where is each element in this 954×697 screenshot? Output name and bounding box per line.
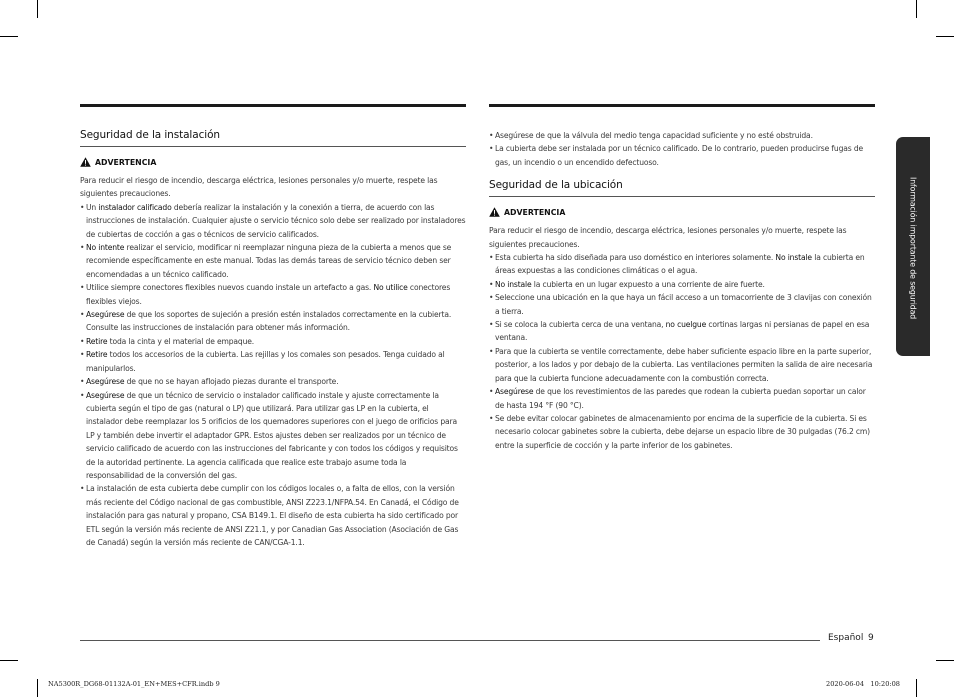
bullet-dot: • [80, 336, 85, 346]
column-top-rule [80, 104, 466, 107]
bullet-dot: • [489, 293, 494, 303]
footer-language: Español [828, 633, 864, 643]
list-item: • Asegúrese de que los soportes de sujeción a presión estén instalados correctamente en la cubierta. Consulte las instrucciones de instalación para obtener más información. [80, 310, 452, 333]
crop-mark [0, 36, 18, 37]
left-column [80, 104, 466, 549]
list-item: • La instalación de esta cubierta debe cumplir con los códigos locales o, a falta de ellos, con la versión más reciente del Código nacional de gas combustible, ANSI Z223.1/NFPA.54. En Canadá, el Código de instalación para gas natural y propano, CSA B149.1. El diseño de esta cubierta ha sido certificado por ETL según la versión más reciente de ANSI Z21.1, y por Canadian Gas Association (Asociación de Gas de Canadá) según la versión más reciente de CAN/CGA-1.1. [80, 484, 459, 547]
bullet-dot: • [80, 350, 85, 360]
warning-label: ADVERTENCIA [504, 207, 566, 217]
bullet-dot: • [489, 279, 494, 289]
list-item: • Un instalador calificado debería realizar la instalación y la conexión a tierra, de acuerdo con las instrucciones de instalación. Cualquier ajuste o servicio técnico solo debe ser realizado por instaladores de cubiertas de cocción a gas o técnicos de servicio calificados. [80, 202, 466, 239]
column-top-rule [489, 104, 875, 107]
bullet-dot: • [80, 390, 85, 400]
bullet-dot: • [80, 202, 85, 212]
crop-mark [936, 36, 954, 37]
warning-triangle-icon [80, 157, 91, 167]
footer-rule [80, 640, 820, 641]
bullet-dot: • [80, 283, 85, 293]
bullet-dot: • [80, 484, 85, 494]
crop-mark [37, 679, 38, 697]
print-slug-file: NA5300R_DG68-01132A-01_EN+MES+CFR.indb 9 [48, 680, 220, 688]
bullet-dot: • [489, 131, 494, 140]
list-item: • Asegúrese de que los revestimientos de las paredes que rodean la cubierta puedan soportar un calor de hasta 194 °F (90 °C). [489, 387, 866, 410]
warning-label: ADVERTENCIA [95, 157, 157, 167]
installation-continued-list [489, 129, 875, 169]
side-tab-label: Información importante de seguridad [908, 177, 918, 320]
list-item: • Retire todos los accesorios de la cubierta. Las rejillas y los comales son pesados. Tenga cuidado al manipularlos. [80, 350, 445, 373]
crop-mark [37, 0, 38, 18]
warning-intro: Para reducir el riesgo de incendio, descarga eléctrica, lesiones personales y/o muerte, respete las siguientes precauciones. [80, 176, 438, 199]
bullet-dot: • [80, 243, 85, 253]
list-item: • Asegúrese de que la válvula del medio tenga capacidad suficiente y no esté obstruida. [489, 129, 875, 142]
list-item: • Si se coloca la cubierta cerca de una ventana, no cuelgue cortinas largas ni persianas de papel en esa ventana. [489, 320, 870, 343]
crop-mark [916, 679, 917, 697]
installation-bullet-list [80, 201, 466, 550]
bullet-dot: • [489, 320, 494, 330]
bullet-dot: • [489, 253, 494, 263]
list-item: • Seleccione una ubicación en la que haya un fácil acceso a un tomacorriente de 3 clavijas con conexión a tierra. [489, 293, 872, 316]
list-item: • Para que la cubierta se ventile correctamente, debe haber suficiente espacio libre en la parte superior, posterior, a los lados y por debajo de la cubierta. Las ventilaciones permiten la salida de aire necesaria para que la cubierta funcione adecuadamente con la combustión correcta. [489, 346, 873, 383]
crop-mark [0, 660, 18, 661]
section-side-tab [896, 137, 930, 356]
list-item: • Asegúrese de que un técnico de servicio o instalador calificado instale y ajuste correctamente la cubierta según el tipo de gas (natural o LP) que utilizará. Para utilizar gas LP en la cubierta, el instalador debe reemplazar los 5 orificios de los quemadores superiores con el juego de orificios para LP y también debe invertir el adaptador GPR. Estos ajustes deben ser realizados por un técnico de servicio calificado de acuerdo con las instrucciones del fabricante y con todos los códigos y requisitos de la autoridad pertinente. La agencia calificada que realice este trabajo asume toda la responsabilidad de la conversión del gas. [80, 390, 458, 480]
list-item: • Utilice siempre conectores flexibles nuevos cuando instale un artefacto a gas. No utilice conectores flexibles viejos. [80, 283, 451, 306]
warning-heading [489, 207, 875, 217]
bullet-dot: • [489, 346, 494, 356]
list-item: • Esta cubierta ha sido diseñada para uso doméstico en interiores solamente. No instale la cubierta en áreas expuestas a las condiciones climáticas o el agua. [489, 253, 865, 276]
bullet-dot: • [489, 387, 494, 397]
bullet-dot: • [489, 413, 494, 423]
crop-mark [936, 660, 954, 661]
page-number: 9 [868, 633, 874, 643]
location-bullet-list [489, 251, 875, 452]
print-slug-date: 2020-06-04 10:20:08 [826, 680, 900, 688]
section-title-installation: Seguridad de la instalación [80, 129, 466, 147]
bullet-dot: • [80, 310, 85, 320]
warning-triangle-icon [489, 207, 500, 217]
list-item: • Retire toda la cinta y el material de empaque. [80, 335, 466, 348]
warning-intro: Para reducir el riesgo de incendio, descarga eléctrica, lesiones personales y/o muerte, respete las siguientes precauciones. [489, 226, 847, 249]
list-item: • No instale la cubierta en un lugar expuesto a una corriente de aire fuerte. [489, 278, 875, 291]
crop-mark [916, 0, 917, 18]
right-column [489, 104, 875, 452]
list-item: • Se debe evitar colocar gabinetes de almacenamiento por encima de la superficie de la cubierta. Si es necesario colocar gabinetes sobre la cubierta, debe dejarse un espacio libre de 30 pulgadas (76.2 cm) entre la superficie de cocción y la parte inferior de los gabinetes. [489, 413, 870, 450]
list-item: • No intente realizar el servicio, modificar ni reemplazar ninguna pieza de la cubierta a menos que se recomiende específicamente en este manual. Todas las demás tareas de servicio técnico deben ser encomendadas a un técnico calificado. [80, 243, 452, 279]
bullet-dot: • [489, 144, 494, 154]
warning-heading [80, 157, 466, 167]
list-item: • La cubierta debe ser instalada por un técnico calificado. De lo contrario, pueden producirse fugas de gas, un incendio o un encendido defectuoso. [489, 144, 864, 167]
section-title-location: Seguridad de la ubicación [489, 179, 875, 197]
bullet-dot: • [80, 377, 85, 387]
list-item: • Asegúrese de que no se hayan aflojado piezas durante el transporte. [80, 375, 466, 388]
